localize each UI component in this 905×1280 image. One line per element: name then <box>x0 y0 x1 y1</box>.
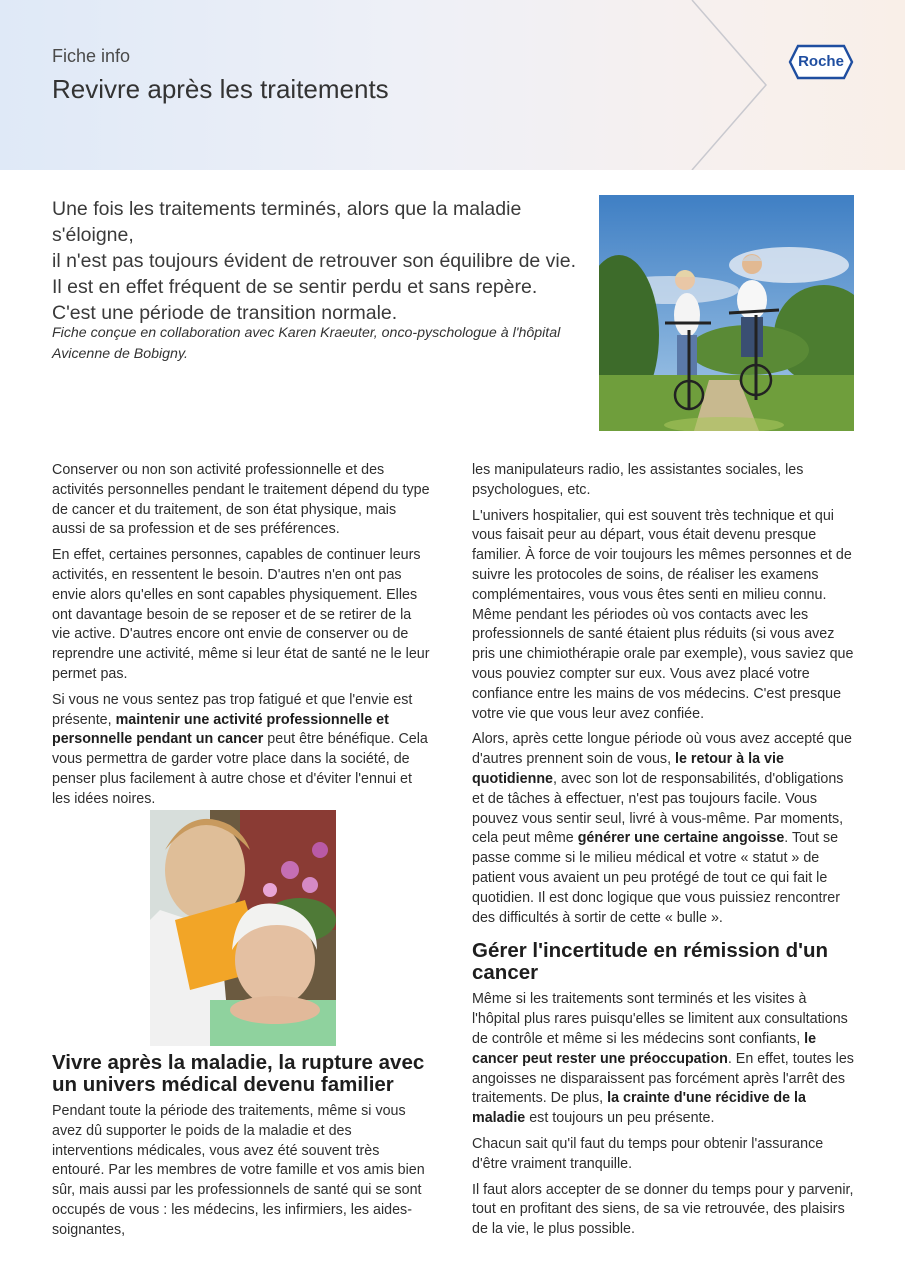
chevron-decoration <box>690 0 770 170</box>
text-span: . En effet, toutes les angoisses ne disparaissent pas forcément après l'arrêt des traitements. De plus, <box>472 1050 854 1107</box>
paragraph: les manipulateurs radio, les assistantes sociales, les psychologues, etc. <box>472 462 804 498</box>
intro-line: Il est en effet fréquent de se sentir perdu et sans repère. <box>52 276 538 298</box>
paragraph: Pendant toute la période des traitements, même si vous avez dû supporter le poids de la maladie et des interventions médicales, vous avez été souvent très entouré. Par les membres de votre famille et vos amis bien sûr, mais aussi par les professionnels de santé qui se sont occupés de vous : les médecins, les infirmiers, les aides-soignantes, <box>52 1103 425 1238</box>
roche-logo <box>788 44 854 80</box>
left-column-bottom <box>52 1052 432 1247</box>
text-span: . Tout se passe comme si le milieu médical et votre « statut » de patient vous avaient un peu protégé de tout ce qui fait le quotidien. Il est donc logique que vous puissiez rencontrer des difficultés à sortir de cette « bulle ». <box>472 830 840 926</box>
collaboration-credit: Fiche conçue en collaboration avec Karen Kraeuter, onco-pyschologue à l'hôpital Avicenne de Bobigny. <box>52 325 561 362</box>
paragraph <box>472 730 857 928</box>
document-type-label: Fiche info <box>52 46 131 66</box>
section-heading: Gérer l'incertitude en rémission d'un cancer <box>472 939 829 985</box>
text-span: est toujours un peu présente. <box>525 1110 715 1127</box>
paragraph <box>472 990 857 1129</box>
text-span: Alors, après cette longue période où vous avez accepté que d'autres prennent soin de vous, <box>472 731 852 768</box>
header-banner <box>0 0 905 170</box>
page-title: Revivre après les traitements <box>52 74 389 104</box>
paragraph: En effet, certaines personnes, capables de continuer leurs activités, en ressentent le besoin. D'autres n'en ont pas envie alors qu'elles en sont capables physiquement. Elles ont davantage besoin de se reposer et de se retirer de la vie active. D'autres encore ont envie de conserver ou de reprendre une activité, même si leur état de santé ne le leur permet pas. <box>52 547 430 682</box>
paragraph: Conserver ou non son activité professionnelle et des activités personnelles pendant le traitement dépend du type de cancer et du traitement, de son état physique, mais aussi de sa profession et de ses préférences. <box>52 462 430 538</box>
paragraph <box>52 691 432 810</box>
paragraph: L'univers hospitalier, qui est souvent très technique et qui vous faisait peur au départ, vous était devenu presque familier. À force de voir toujours les mêmes personnes et de suivre les protocoles de soins, de réaliser les examens complémentaires, vous vous êtes senti en milieu connu. Même pendant les périodes où vos contacts avec les professionnels de santé étaient plus réduits (si vous avez pris une chimiothérapie orale par exemple), vous saviez que vous pouviez compter sur eux. Vous avez placé votre confiance entre les mains de vos médecins. C'est presque votre vie que vous leur avez confiée. <box>472 507 854 722</box>
emphasis-text: le retour à la vie quotidienne <box>472 751 784 787</box>
text-span: peut être bénéfique. Cela vous permettra de garder votre place dans la société, de penser plus facilement à autre chose et d'éviter l'ennui et les idées noires. <box>52 731 428 807</box>
text-span: , avec son lot de responsabilités, d'obligations et de tâches à effectuer, n'est pas toujours facile. Vous pouvez vous sentir seul, livré à vous-même. Par moments, cela peut même <box>472 770 844 847</box>
intro-line: C'est une période de transition normale. <box>52 302 398 324</box>
cycling-couple-photo <box>599 195 854 431</box>
intro-line: Une fois les traitements terminés, alors que la maladie s'éloigne, <box>52 198 522 246</box>
right-column <box>472 461 857 1246</box>
emphasis-text: la crainte d'une récidive de la maladie <box>472 1090 806 1127</box>
text-span: Même si les traitements sont terminés et les visites à l'hôpital plus rares puisqu'elles se limitent aux consultations de contrôle et même si les médecins sont confiants, <box>472 991 848 1047</box>
emphasis-text: le cancer peut rester une préoccupation <box>472 1030 817 1067</box>
paragraph: Il faut alors accepter de se donner du temps pour y parvenir, tout en profitant des siens, de sa vie retrouvée, des plaisirs de la vie, le plus possible. <box>472 1181 854 1238</box>
emphasis-text: maintenir une activité professionnelle et personnelle pendant un cancer <box>52 711 389 748</box>
left-column-top <box>52 461 432 816</box>
section-heading: Vivre après la maladie, la rupture avec un univers médical devenu familier <box>52 1051 425 1096</box>
emphasis-text: générer une certaine angoisse <box>577 830 785 847</box>
intro-text <box>52 196 582 326</box>
logo-text: Roche <box>798 53 844 70</box>
nurse-and-patient-photo <box>150 810 336 1046</box>
intro-line: il n'est pas toujours évident de retrouver son équilibre de vie. <box>52 250 577 272</box>
text-span: Si vous ne vous sentez pas trop fatigué et que l'envie est présente, <box>52 691 413 728</box>
paragraph: Chacun sait qu'il faut du temps pour obtenir l'assurance d'être vraiment tranquille. <box>472 1135 824 1172</box>
